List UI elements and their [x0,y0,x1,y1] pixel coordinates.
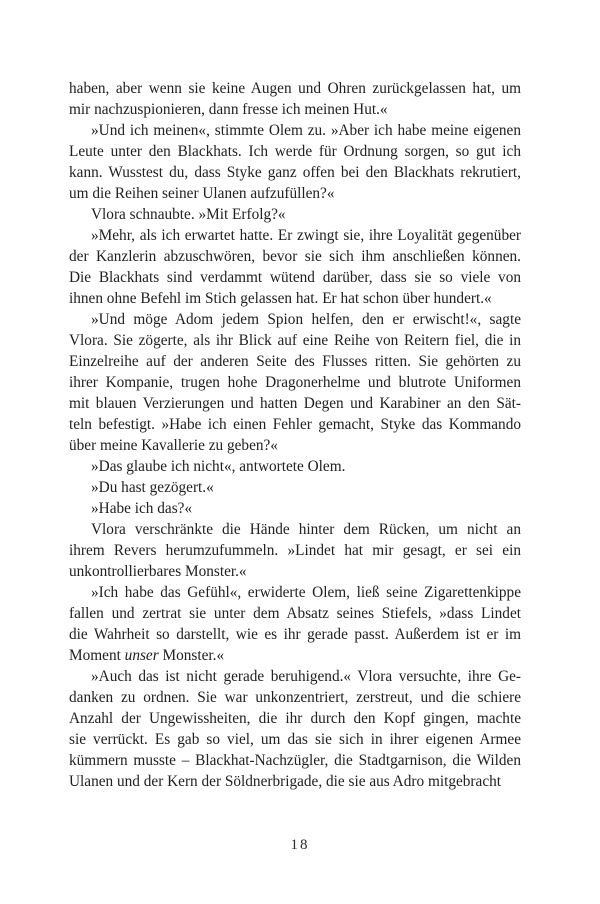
text-line: ihnen ohne Befehl im Stich gelassen hat. Er hat schon über hundert.« [69,290,492,307]
text-line: »Und ich meinen«, stimmte Olem zu. »Aber ich habe meine eigenen [91,122,521,139]
text-line: fallen und zertrat sie unter dem Absatz seines Stiefels, »dass Lindet [69,605,521,622]
text-line: »Du hast gezögert.« [91,479,214,496]
text-line: um die Reihen seiner Ulanen aufzufüllen?« [69,185,335,202]
text-line: ihrer Kompanie, trugen hohe Dragonerhelme und blutrote Uniformen [69,374,521,391]
paragraph [69,498,521,519]
body-text [69,78,521,792]
text-line: Vlora schnaubte. »Mit Erfolg?« [91,206,286,223]
text-line: unkontrollierbares Monster.« [69,563,247,580]
text-line: Leute unter den Blackhats. Ich werde für Ordnung sorgen, so gut ich [69,143,521,160]
paragraph [69,204,521,225]
page-number: 18 [290,837,310,853]
paragraph [69,120,521,204]
text-line: »Mehr, als ich erwartet hatte. Er zwingt sie, ihre Loyalität gegenüber [91,227,521,244]
paragraph [69,456,521,477]
text-line: der Kanzlerin abzuschwören, bevor sie sich ihm anschließen können. [69,248,521,265]
text-line: mir nachzuspionieren, dann fresse ich meinen Hut.« [69,101,388,118]
text-line: mit blauen Verzierungen und hatten Degen und Karabiner an den Sät- [69,395,521,412]
text-line: »Und möge Adom jedem Spion helfen, den er erwischt!«, sagte [91,311,521,328]
paragraph [69,309,521,456]
text-line: Moment unser Monster.« [69,647,225,664]
paragraph [69,582,521,666]
text-line: Einzelreihe auf der anderen Seite des Flusses ritten. Sie gehörten zu [69,353,521,370]
paragraph [69,78,521,120]
text-line: danken zu ordnen. Sie war unkonzentriert, zerstreut, und die schiere [69,689,521,706]
text-line: kümmern musste – Blackhat-Nachzügler, die Stadtgarnison, die Wilden [69,752,521,769]
text-line: kann. Wusstest du, dass Styke ganz offen bei den Blackhats rekrutiert, [69,164,521,181]
text-line: teln befestigt. »Habe ich einen Fehler gemacht, Styke das Kommando [69,416,521,433]
text-line: Die Blackhats sind verdammt wütend darüber, dass sie so viele von [69,269,521,286]
text-line: »Habe ich das?« [91,500,193,517]
text-line: Anzahl der Ungewissheiten, die ihr durch den Kopf gingen, machte [69,710,521,727]
paragraph [69,477,521,498]
text-line: »Ich habe das Gefühl«, erwiderte Olem, ließ seine Zigarettenkippe [91,584,521,601]
text-line: Vlora. Sie zögerte, als ihr Blick auf eine Reihe von Reitern fiel, die in [69,332,521,349]
text-line: »Das glaube ich nicht«, antwortete Olem. [91,458,346,475]
text-line: »Auch das ist nicht gerade beruhigend.« Vlora versuchte, ihre Ge- [91,668,521,685]
text-line: ihrem Revers herumzufummeln. »Lindet hat mir gesagt, er sei ein [69,542,521,559]
text-line: Ulanen und der Kern der Söldnerbrigade, die sie aus Adro mitgebracht [69,773,502,790]
paragraph [69,519,521,582]
paragraph [69,666,521,792]
paragraph [69,225,521,309]
text-line: über meine Kavallerie zu geben?« [69,437,278,454]
text-line: die Wahrheit so darstellt, wie es ihr gerade passt. Außerdem ist er im [69,626,521,643]
text-line: Vlora verschränkte die Hände hinter dem Rücken, um nicht an [91,521,521,538]
text-line: haben, aber wenn sie keine Augen und Ohren zurückgelassen hat, um [69,80,521,97]
text-line: sie verrückt. Es gab so viel, um das sie sich in ihrer eigenen Armee [69,731,521,748]
